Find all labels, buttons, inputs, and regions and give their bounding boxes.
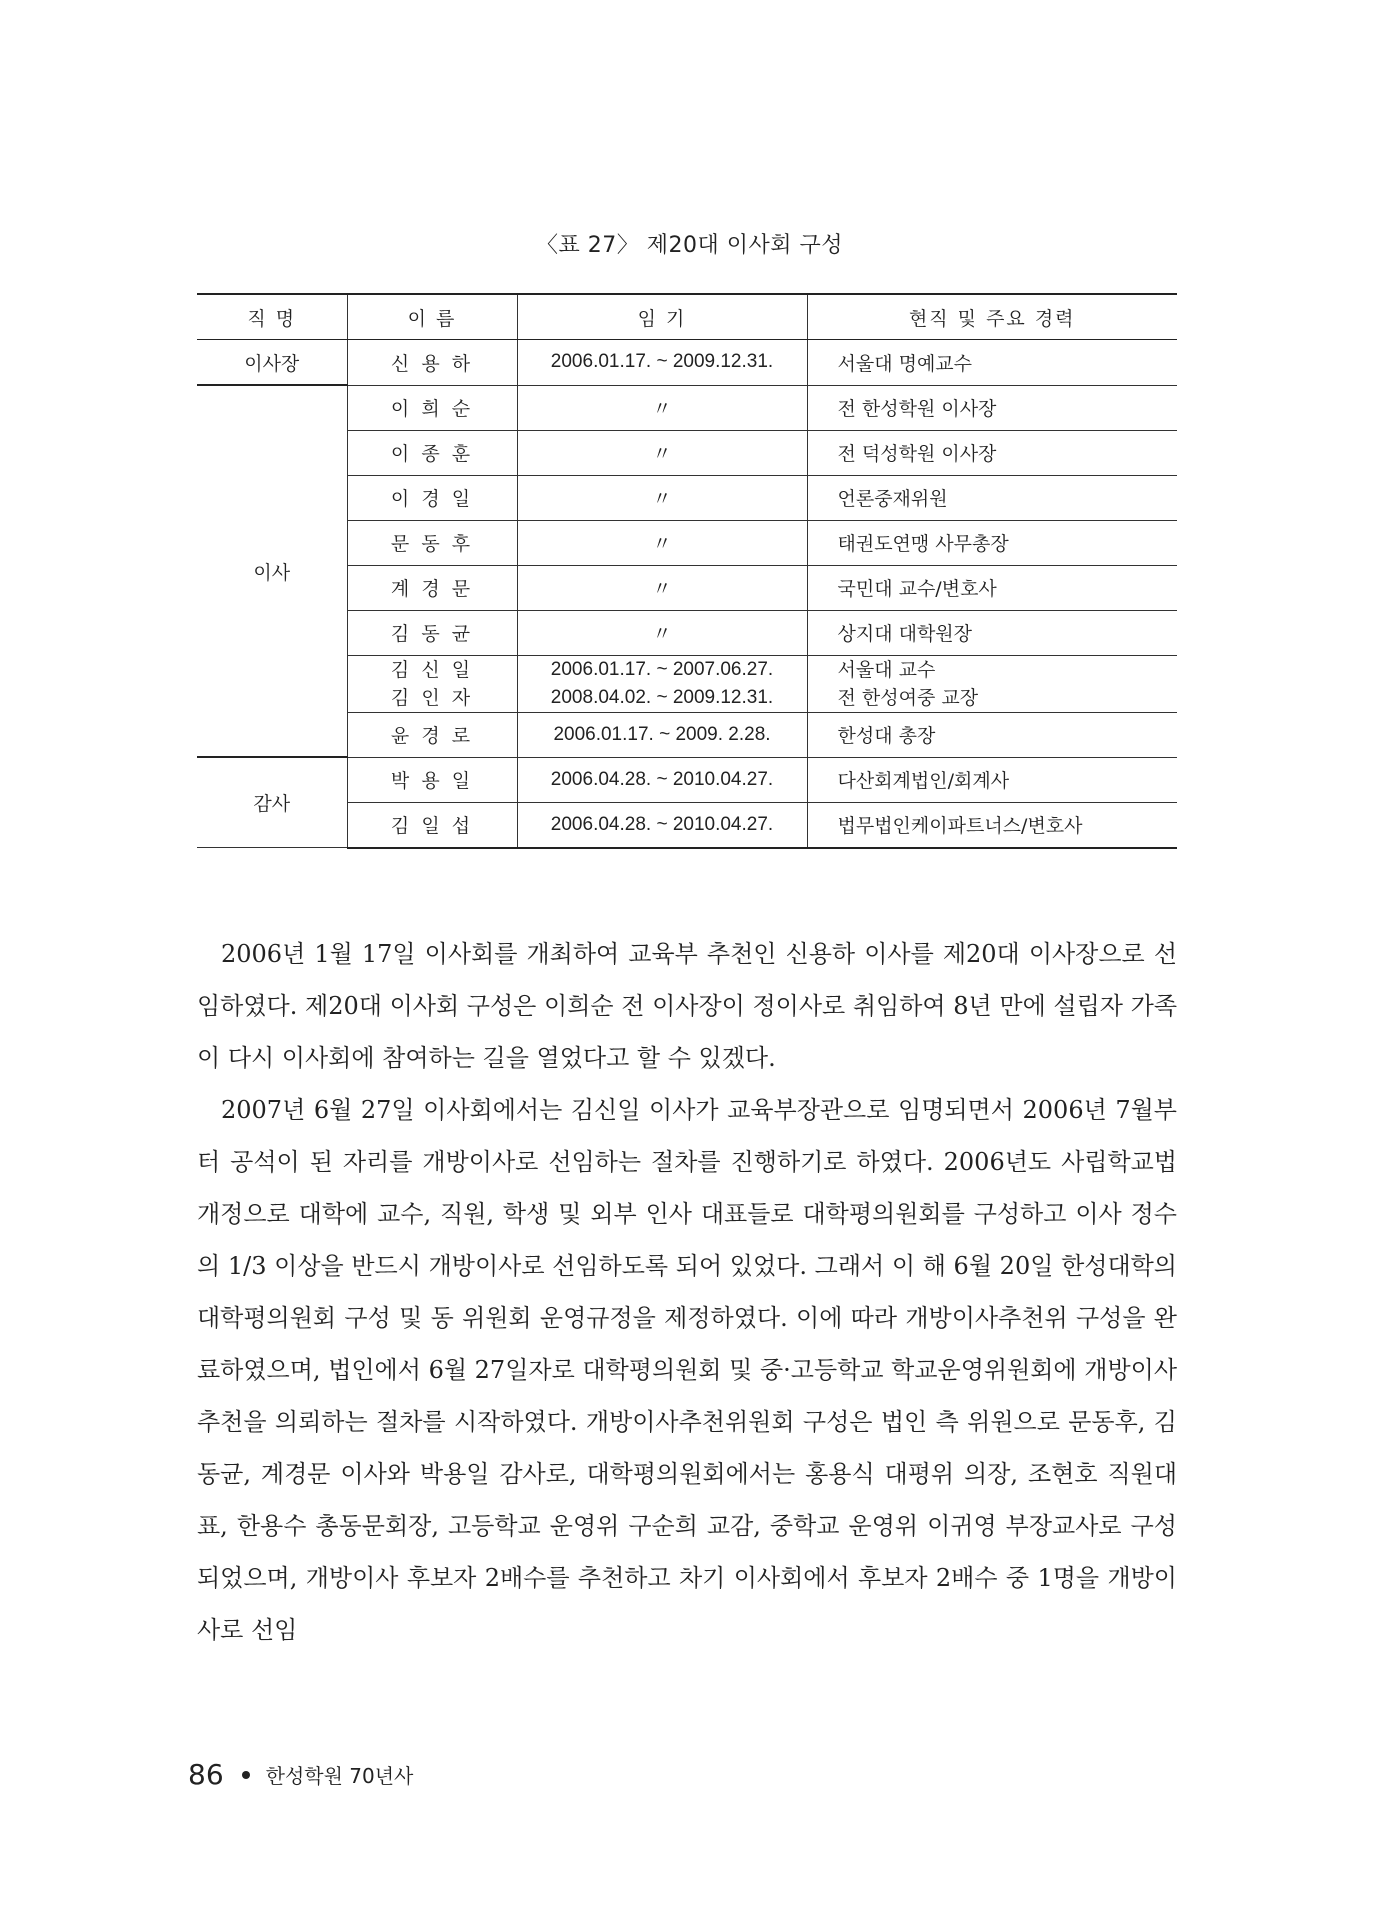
career-cell: 상지대 대학원장 xyxy=(807,610,1177,655)
name-cell: 윤 경 로 xyxy=(347,712,517,757)
name-cell: 신 용 하 xyxy=(347,340,517,386)
header-name: 이 름 xyxy=(347,294,517,340)
term-cell: 〃 xyxy=(517,385,807,430)
table-row xyxy=(197,340,1177,386)
name-cell: 김 일 섭 xyxy=(347,802,517,848)
table-row xyxy=(197,757,1177,802)
name-cell xyxy=(347,655,517,712)
term-cell: 〃 xyxy=(517,610,807,655)
name-cell: 문 동 후 xyxy=(347,520,517,565)
term-line: 2006.01.17. ~ 2007.06.27. xyxy=(550,658,774,680)
position-cell: 이사 xyxy=(197,385,347,757)
term-line: 2008.04.02. ~ 2009.12.31. xyxy=(550,686,774,708)
name-cell: 김 동 균 xyxy=(347,610,517,655)
table-row xyxy=(197,385,1177,430)
table-caption: 〈표 27〉 제20대 이사회 구성 xyxy=(536,233,843,258)
header-term: 임 기 xyxy=(517,294,807,340)
career-cell: 태권도연맹 사무총장 xyxy=(807,520,1177,565)
career-cell: 전 한성학원 이사장 xyxy=(807,385,1177,430)
career-cell: 한성대 총장 xyxy=(807,712,1177,757)
career-cell: 전 덕성학원 이사장 xyxy=(807,430,1177,475)
paragraph: 2006년 1월 17일 이사회를 개최하여 교육부 추천인 신용하 이사를 제20대 이사장으로 선임하였다. 제20대 이사회 구성은 이희순 전 이사장이 정이사로 취임하여 8년 만에 설립자 가족이 다시 이사회에 참여하는 길을 열었다고 할 수 있겠다. xyxy=(197,940,1177,1072)
page-footer xyxy=(188,1758,413,1791)
name-cell: 박 용 일 xyxy=(347,757,517,802)
career-cell: 법무법인케이파트너스/변호사 xyxy=(807,802,1177,848)
name-cell: 이 경 일 xyxy=(347,475,517,520)
book-title: 한성학원 70년사 xyxy=(265,1764,414,1788)
body-text xyxy=(197,928,1177,1656)
term-cell: 〃 xyxy=(517,565,807,610)
name-line: 김 신 일 xyxy=(390,658,474,681)
term-cell: 〃 xyxy=(517,430,807,475)
career-line: 서울대 교수 xyxy=(837,658,936,681)
term-cell: 〃 xyxy=(517,520,807,565)
career-cell: 서울대 명예교수 xyxy=(807,340,1177,386)
table-header-row xyxy=(197,294,1177,340)
name-cell: 이 종 훈 xyxy=(347,430,517,475)
header-position: 직 명 xyxy=(197,294,347,340)
term-cell: 2006.01.17. ~ 2009. 2.28. xyxy=(517,712,807,757)
career-line: 전 한성여중 교장 xyxy=(837,686,979,709)
term-cell: 〃 xyxy=(517,475,807,520)
name-line: 김 인 자 xyxy=(390,686,474,709)
board-composition-table xyxy=(197,293,1177,849)
paragraph: 2007년 6월 27일 이사회에서는 김신일 이사가 교육부장관으로 임명되면서 2006년 7월부터 공석이 된 자리를 개방이사로 선임하는 절차를 진행하기로 하였다. 2006년도 사립학교법 개정으로 대학에 교수, 직원, 학생 및 외부 인사 대표들로 대학평의원회를 구성하고 이사 정수의 1/3 이상을 반드시 개방이사로 선임하도록 되어 있었다. 그래서 이 해 6월 20일 한성대학의 대학평의원회 구성 및 동 위원회 운영규정을 제정하였다. 이에 따라 개방이사추천위 구성을 완료하였으며, 법인에서 6월 27일자로 대학평의원회 및 중·고등학교 학교운영위원회에 개방이사 추천을 의뢰하는 절차를 시작하였다. 개방이사추천위원회 구성은 법인 측 위원으로 문동후, 김동균, 계경문 이사와 박용일 감사로, 대학평의원회에서는 홍용식 대평위 의장, 조현호 직원대표, 한용수 총동문회장, 고등학교 운영위 구순희 교감, 중학교 운영위 이귀영 부장교사로 구성되었으며, 개방이사 후보자 2배수를 추천하고 차기 이사회에서 후보자 2배수 중 1명을 개방이사로 선임 xyxy=(197,1096,1177,1644)
term-cell: 2006.04.28. ~ 2010.04.27. xyxy=(517,757,807,802)
career-cell xyxy=(807,655,1177,712)
header-career: 현직 및 주요 경력 xyxy=(807,294,1177,340)
bullet-icon xyxy=(242,1771,250,1779)
career-cell: 다산회계법인/회계사 xyxy=(807,757,1177,802)
page-number: 86 xyxy=(188,1758,224,1791)
name-cell: 이 희 순 xyxy=(347,385,517,430)
position-cell: 이사장 xyxy=(197,340,347,386)
career-cell: 국민대 교수/변호사 xyxy=(807,565,1177,610)
term-cell: 2006.01.17. ~ 2009.12.31. xyxy=(517,340,807,386)
name-cell: 계 경 문 xyxy=(347,565,517,610)
position-cell: 감사 xyxy=(197,757,347,848)
term-cell xyxy=(517,655,807,712)
term-cell: 2006.04.28. ~ 2010.04.27. xyxy=(517,802,807,848)
career-cell: 언론중재위원 xyxy=(807,475,1177,520)
